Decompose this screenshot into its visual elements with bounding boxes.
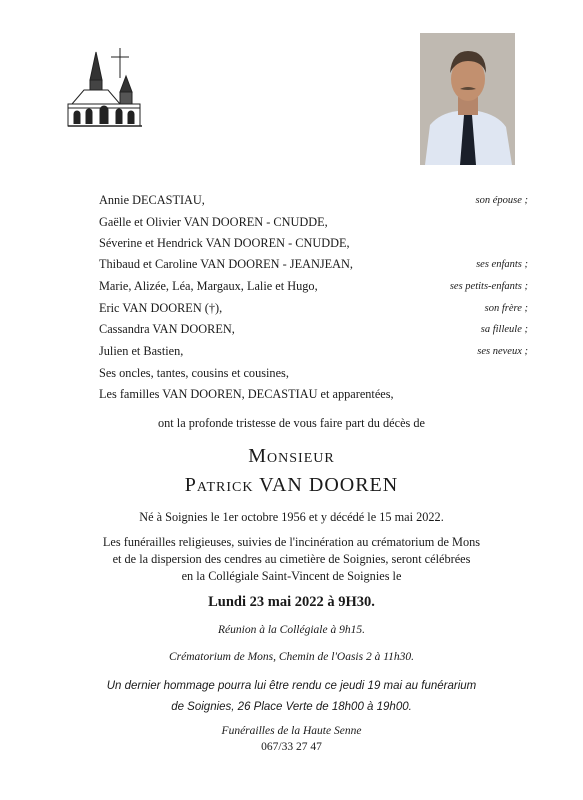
- homage-line: Un dernier hommage pourra lui être rendu ce jeudi 19 mai au funérarium: [106, 680, 477, 692]
- family-name: Marie, Alizée, Léa, Margaux, Lalie et Hugo,: [99, 279, 318, 293]
- funeral-text-line: en la Collégiale Saint-Vincent de Soignies le: [181, 569, 402, 583]
- family-relation: son frère ;: [484, 303, 528, 314]
- family-name: Thibaud et Caroline VAN DOOREN - JEANJEAN,: [99, 257, 353, 271]
- portrait-photo: [420, 33, 515, 165]
- deceased-name: Patrick VAN DOOREN: [184, 474, 399, 496]
- funeral-home-name: Funérailles de la Haute Senne: [221, 725, 362, 737]
- crematorium-line: Crématorium de Mons, Chemin de l'Oasis 2 à 11h30.: [168, 651, 414, 663]
- family-name: Eric VAN DOOREN (†),: [99, 301, 223, 315]
- family-name: Julien et Bastien,: [99, 344, 184, 358]
- family-relation: son épouse ;: [475, 195, 528, 206]
- family-relation: ses neveux ;: [477, 346, 528, 357]
- family-relation: ses enfants ;: [476, 259, 528, 270]
- ceremony-date: Lundi 23 mai 2022 à 9H30.: [208, 594, 375, 610]
- funeral-text-line: et de la dispersion des cendres au cimetière de Soignies, seront célébrées: [112, 552, 471, 566]
- family-relation: ses petits-enfants ;: [449, 281, 528, 292]
- homage-line: de Soignies, 26 Place Verte de 18h00 à 19h00.: [171, 701, 412, 713]
- birth-death-line: Né à Soignies le 1er octobre 1956 et y décédé le 15 mai 2022.: [139, 510, 444, 524]
- deceased-title: Monsieur: [248, 445, 335, 467]
- church-illustration: [64, 46, 146, 130]
- funeral-text-line: Les funérailles religieuses, suivies de l'incinération au crématorium de Mons: [102, 535, 481, 549]
- family-relation: sa filleule ;: [480, 324, 528, 335]
- family-name: Ses oncles, tantes, cousins et cousines,: [99, 366, 289, 380]
- family-name: Annie DECASTIAU,: [99, 193, 205, 207]
- reunion-line: Réunion à la Collégiale à 9h15.: [218, 624, 365, 636]
- funeral-home-phone: 067/33 27 47: [261, 741, 322, 753]
- announcement: ont la profonde tristesse de vous faire part du décès de: [157, 416, 426, 430]
- family-name: Les familles VAN DOOREN, DECASTIAU et apparentées,: [99, 387, 394, 401]
- family-name: Cassandra VAN DOOREN,: [99, 322, 235, 336]
- family-name: Gaëlle et Olivier VAN DOOREN - CNUDDE,: [99, 215, 328, 229]
- family-name: Séverine et Hendrick VAN DOOREN - CNUDDE,: [99, 236, 350, 250]
